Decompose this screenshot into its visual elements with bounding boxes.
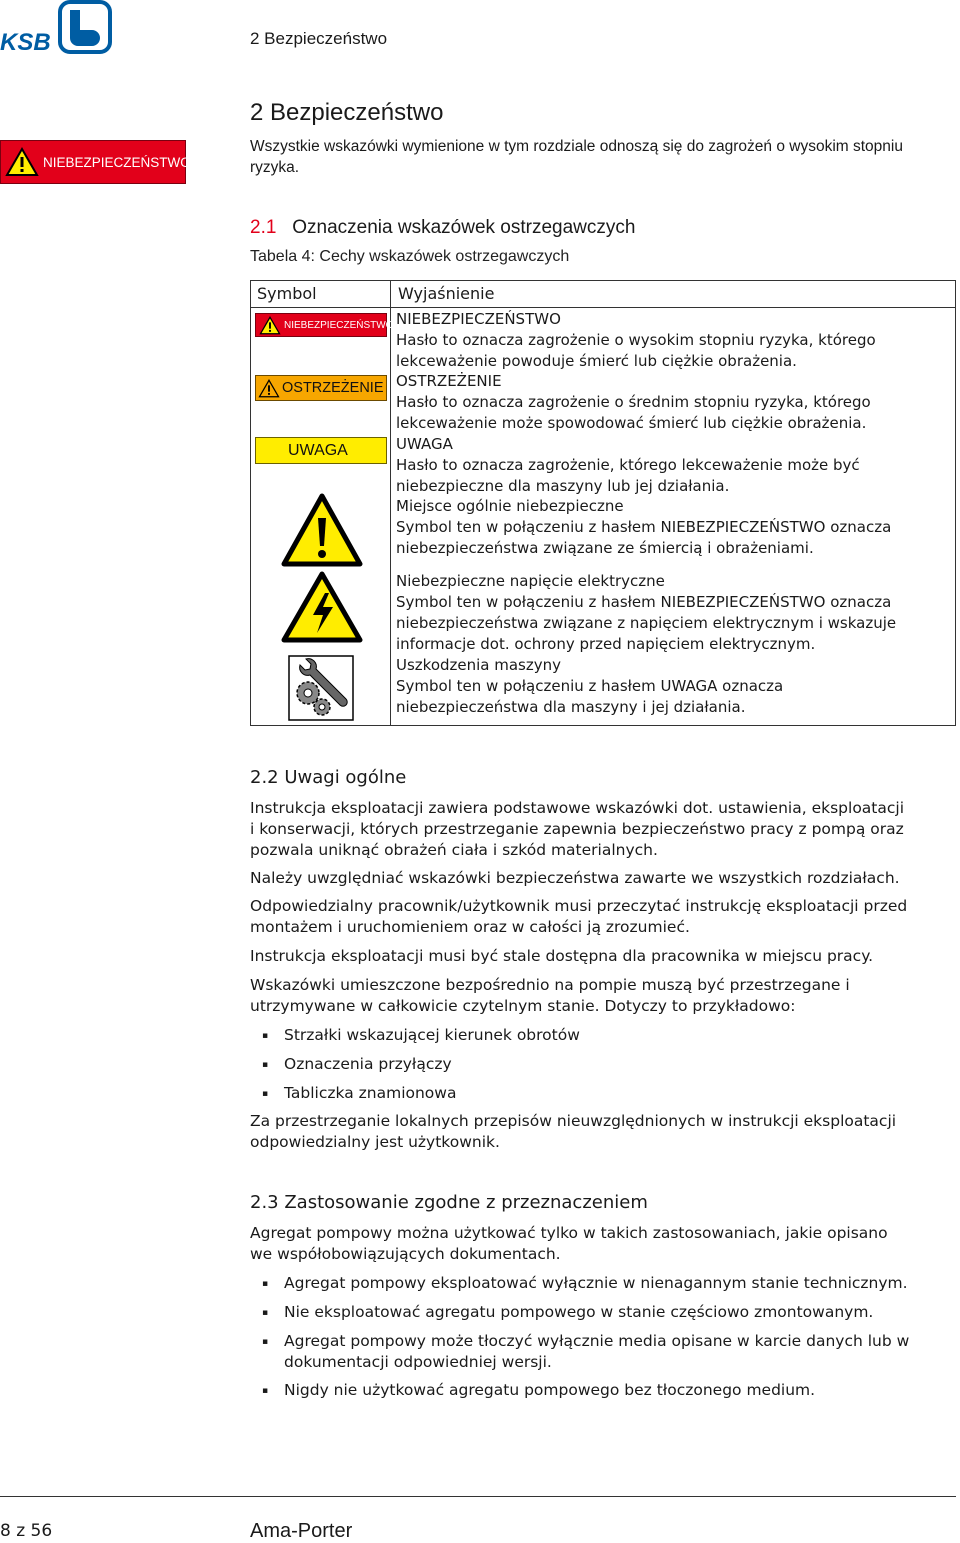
paragraph: [250, 1111, 950, 1153]
list-item: [262, 1380, 952, 1401]
row-title: Niebezpieczne napięcie elektryczne: [396, 572, 665, 590]
row-general-hazard-explanation: [396, 496, 952, 559]
text-line: Agregat pompowy można użytkować tylko w takich zastosowaniach, jakie opisano: [250, 1224, 888, 1242]
row-line: Symbol ten w połączeniu z hasłem NIEBEZPIECZEŃSTWO oznacza: [396, 518, 892, 536]
row-warning-explanation: [396, 371, 952, 434]
row-machine-damage-explanation: [396, 655, 952, 718]
list-item: [262, 1083, 952, 1104]
symbol-warning-label: OSTRZEŻENIE: [282, 380, 384, 396]
row-line: Hasło to oznacza zagrożenie, którego lekceważenie może być: [396, 456, 860, 474]
header-divider: [251, 307, 955, 308]
row-line: lekceważenie może spowodować śmierć lub ciężkie obrażenia.: [396, 414, 867, 432]
row-line: lekceważenie powoduje śmierć lub ciężkie obrażenia.: [396, 352, 797, 370]
paragraph: [250, 798, 950, 861]
text-line: Wskazówki umieszczone bezpośrednio na pompie muszą być przestrzegane i: [250, 976, 850, 994]
row-title: OSTRZEŻENIE: [396, 372, 502, 390]
section-number: 2.1: [250, 217, 277, 238]
list-item-text: ▪ Nie eksploatować agregatu pompowego w stanie częściowo zmontowanym.: [284, 1303, 874, 1321]
ksb-logo-text: KSB: [0, 29, 51, 56]
list-item: [262, 1054, 952, 1075]
header-title: 2 Bezpieczeństwo: [250, 29, 388, 48]
symbol-danger-label: NIEBEZPIECZEŃSTWO: [284, 319, 394, 331]
paragraph: Należy uwzględniać wskazówki bezpieczeństwa zawarte we wszystkich rozdziałach.: [250, 869, 900, 887]
row-line: Hasło to oznacza zagrożenie o średnim stopniu ryzyka, którego: [396, 393, 871, 411]
warning-triangle-exclamation-icon: [281, 493, 363, 567]
document-name: Ama-Porter: [250, 1520, 353, 1542]
section-2-2-heading: 2.2 Uwagi ogólne: [250, 767, 407, 788]
row-line: niebezpieczeństwa dla maszyny i jej działania.: [396, 698, 746, 716]
row-line: Hasło to oznacza zagrożenie o wysokim stopniu ryzyka, którego: [396, 331, 876, 349]
paragraph: [250, 975, 950, 1017]
list-item: [262, 1302, 952, 1323]
row-line: niebezpieczne dla maszyny lub jej działania.: [396, 477, 730, 495]
row-title: UWAGA: [396, 435, 453, 453]
gear-wrench-damage-icon: [288, 655, 354, 721]
column-header-explanation: Wyjaśnienie: [398, 284, 495, 303]
list-item-text: ▪ Strzałki wskazującej kierunek obrotów: [284, 1026, 580, 1044]
text-line: i konserwacji, których przestrzeganie zapewnia bezpieczeństwo pracy z pompą oraz: [250, 820, 904, 838]
high-voltage-triangle-icon: [281, 571, 363, 643]
danger-badge-label: NIEBEZPIECZEŃSTWO: [43, 154, 191, 170]
section-2-3-heading: 2.3 Zastosowanie zgodne z przeznaczeniem: [250, 1192, 648, 1213]
section-2-1-heading: [250, 217, 635, 239]
text-line: utrzymywane w całkowicie czytelnym stanie. Dotyczy to przykładowo:: [250, 997, 796, 1015]
text-line: pozwala uniknąć obrażeń ciała i szkód materialnych.: [250, 841, 658, 859]
list-item-text: dokumentacji odpowiedniej wersji.: [284, 1353, 552, 1371]
list-item-text: ▪ Agregat pompowy eksploatować wyłącznie w nienagannym stanie technicznym.: [284, 1274, 908, 1292]
text-line: we współobowiązujących dokumentach.: [250, 1245, 561, 1263]
row-title: Miejsce ogólnie niebezpieczne: [396, 497, 624, 515]
warning-triangle-icon: [258, 379, 280, 398]
page-number: 8 z 56: [0, 1521, 53, 1541]
danger-badge: [0, 140, 191, 184]
paragraph: Instrukcja eksploatacji musi być stale dostępna dla pracownika w miejscu pracy.: [250, 947, 874, 965]
row-title: NIEBEZPIECZEŃSTWO: [396, 310, 561, 328]
row-caution-explanation: [396, 434, 952, 497]
list-item-text: ▪ Tabliczka znamionowa: [284, 1084, 457, 1102]
symbol-caution-label: UWAGA: [288, 441, 348, 459]
text-line: odpowiedzialny jest użytkownik.: [250, 1133, 500, 1151]
row-danger-explanation: [396, 309, 952, 372]
list-item-text: ▪ Nigdy nie użytkować agregatu pompowego bez tłoczonego medium.: [284, 1381, 816, 1399]
row-line: niebezpieczeństwa związane z napięciem elektrycznym i wskazuje: [396, 614, 897, 632]
symbol-warning: [255, 375, 387, 401]
list-item-text: ▪ Oznaczenia przyłączy: [284, 1055, 452, 1073]
text-line: Instrukcja eksploatacji zawiera podstawowe wskazówki dot. ustawienia, eksploatacji: [250, 799, 905, 817]
warning-triangle-icon: [5, 147, 39, 177]
row-title: Uszkodzenia maszyny: [396, 656, 562, 674]
row-line: informacje dot. ochrony przed napięciem elektrycznym.: [396, 635, 816, 653]
table-caption: Tabela 4: Cechy wskazówek ostrzegawczych: [250, 248, 570, 265]
text-line: Odpowiedzialny pracownik/użytkownik musi przeczytać instrukcję eksploatacji przed: [250, 897, 908, 915]
paragraph: [250, 896, 950, 938]
warning-triangle-icon: [259, 316, 281, 335]
list-item: [262, 1025, 952, 1046]
symbol-caution: [255, 437, 387, 464]
ksb-logo: [0, 0, 112, 56]
list-item-text: ▪ Agregat pompowy może tłoczyć wyłącznie media opisane w karcie danych lub w: [284, 1332, 910, 1350]
column-header-symbol: Symbol: [257, 284, 317, 303]
row-line: Symbol ten w połączeniu z hasłem UWAGA oznacza: [396, 677, 784, 695]
row-line: Symbol ten w połączeniu z hasłem NIEBEZPIECZEŃSTWO oznacza: [396, 593, 892, 611]
list-item: [262, 1331, 952, 1373]
row-line: niebezpieczeństwa związane ze śmiercią i obrażeniami.: [396, 539, 814, 557]
footer-divider: [0, 1496, 956, 1497]
chapter-intro: Wszystkie wskazówki wymienione w tym rozdziale odnoszą się do zagrożeń o wysokim stopniu ryzyka.: [250, 138, 903, 176]
column-divider: [390, 281, 391, 725]
text-line: montażem i uruchomieniem oraz w całości ją zrozumieć.: [250, 918, 690, 936]
warning-signs-table: [250, 280, 956, 726]
section-title: Oznaczenia wskazówek ostrzegawczych: [292, 217, 636, 238]
list-item: [262, 1273, 952, 1294]
row-electric-explanation: [396, 571, 952, 655]
text-line: Za przestrzeganie lokalnych przepisów nieuwzględnionych w instrukcji eksploatacji: [250, 1112, 897, 1130]
paragraph: [250, 1223, 950, 1265]
symbol-danger: [255, 313, 394, 337]
chapter-title: 2 Bezpieczeństwo: [250, 99, 444, 126]
